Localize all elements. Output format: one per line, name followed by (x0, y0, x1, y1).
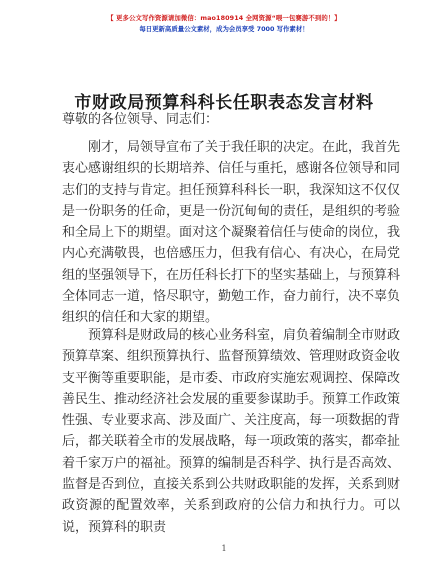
paragraph-2 (62, 325, 400, 538)
page-number: 1 (221, 544, 227, 553)
document-title: 市财政局预算科科长任职表态发言材料 (74, 93, 374, 113)
header-subtitle-line: 每日更新高质量公文素材，成为会员享受 7000 写作素材！ (139, 25, 309, 33)
salutation (62, 109, 400, 130)
paragraph-text: 预算科是财政局的核心业务科室，肩负着编制全市财政预算草案、组织预算执行、监督预算绩效、管理财政资金收支平衡等重要职能，是市委、市政府实施宏观调控、保障改善民生、推动经济社会发展的重要参谋助手。预算工作政策性强、专业要求高、涉及面广、关注度高，每一项数据的背后，都关联着全市的发展战略，每一项政策的落实，都牵扯着千家万户的福祉。预算的编制是否科学、执行是否高效、监督是否到位，直接关系到公共财政职能的发挥，关系到财政资源的配置效率，关系到政府的公信力和执行力。可以说，预算科的职责 (62, 328, 401, 535)
header-promo-line: 【 更多公文写作资源请加微信：mao180914 全网资源“喂一包赛游不到的！】 (107, 14, 341, 22)
salutation-text: 尊敬的各位领导、同志们： (62, 112, 219, 127)
paragraph-text: 刚才，局领导宣布了关于我任职的决定。在此，我首先衷心感谢组织的长期培养、信任与重托，感谢各位领导和同志们的支持与肯定。担任预算科科长一职，我深知这不仅仅是一份职务的任命，更是一份沉甸甸的责任，是组织的考验和全局上下的期望。面对这个凝聚着信任与使命的岗位，我内心充满敬畏，也倍感压力，但我有信心、有决心，在局党组的坚强领导下，在历任科长打下的坚实基础上，与预算科全体同志一道，恪尽职守，勤勉工作，奋力前行，决不辜负组织的信任和大家的期望。 (62, 140, 401, 326)
paragraph-1 (62, 137, 400, 329)
